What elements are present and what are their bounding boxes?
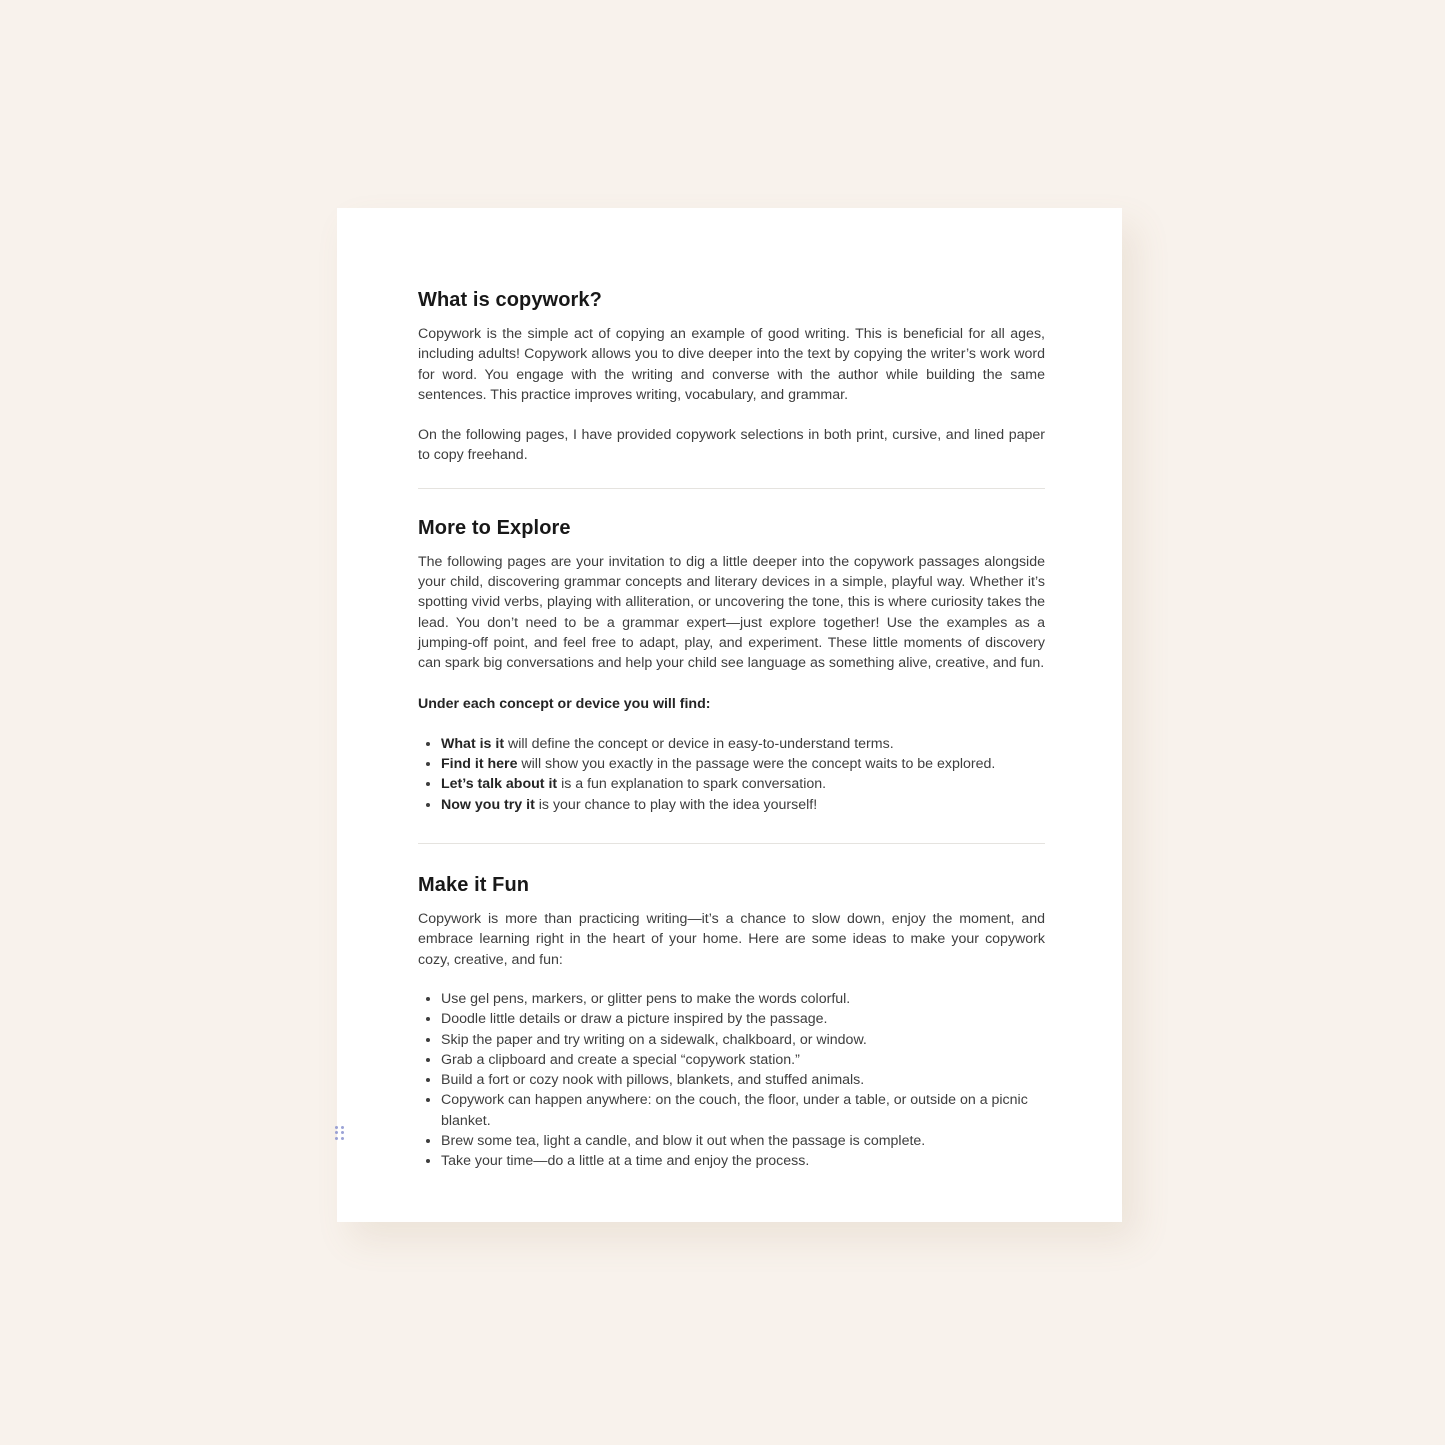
section-heading-make-it-fun: Make it Fun [418,874,530,897]
document-page [337,208,1122,1222]
list-item: • Build a fort or cozy nook with pillows, blankets, and stuffed animals. [441,1070,1045,1090]
section-make-it-fun [418,875,1045,1172]
list-item: • Doodle little details or draw a picture inspired by the passage. [441,1009,1045,1029]
explore-bullet-list [418,734,1045,815]
bullet-lead: Find it here [441,756,518,773]
paragraph-explore-intro: The following pages are your invitation to dig a little deeper into the copywork passages alongside your child, discovering grammar concepts and literary devices in a simple, playful way. Whether it’s spotting vivid verbs, playing with alliteration, or uncovering the tone, this is where curiosity takes the lead. You don’t need to be a grammar expert—just explore together! Use the examples as a jumping-off point, and feel free to adapt, play, and experiment. These little moments of discovery can spark big conversations and help your child see language as something alive, creative, and fun. [418,553,1045,672]
list-item [441,734,1045,754]
list-item [441,754,1045,774]
list-item: • Skip the paper and try writing on a sidewalk, chalkboard, or window. [441,1030,1045,1050]
list-item: • Copywork can happen anywhere: on the couch, the floor, under a table, or outside on a picnic blanket. [441,1090,1045,1131]
section-heading-what-is-copywork: What is copywork? [418,289,602,311]
bullet-text: is your chance to play with the idea yourself! [534,796,818,813]
paragraph-copywork-intro: Copywork is the simple act of copying an example of good writing. This is beneficial for all ages, including adults! Copywork allows you to dive deeper into the text by copying the writer’s work word for word. You engage with the writing and converse with the author while building the same sentences. This practice improves writing, vocabulary, and grammar. [418,326,1045,403]
section-what-is-copywork [418,290,1045,466]
fun-bullet-list [418,989,1045,1172]
section-more-to-explore [418,518,1045,815]
paragraph-copywork-pages: On the following pages, I have provided copywork selections in both print, cursive, and lined paper to copy freehand. [418,427,1045,464]
bullet-text: will define the concept or device in easy-to-understand terms. [504,735,894,752]
list-item [441,774,1045,794]
bullet-lead: What is it [441,735,505,752]
section-divider [418,843,1045,844]
drag-handle-icon[interactable] [333,1125,346,1141]
list-item: • Grab a clipboard and create a special “copywork station.” [441,1050,1045,1070]
paragraph-fun-intro: Copywork is more than practicing writing—it’s a chance to slow down, enjoy the moment, and embrace learning right in the heart of your home. Here are some ideas to make your copywork cozy, creative, and fun: [418,911,1045,968]
bullet-text: is a fun explanation to spark conversation. [557,776,827,793]
bullet-lead: Now you try it [441,796,535,813]
list-item: • Take your time—do a little at a time and enjoy the process. [441,1151,1045,1171]
subheading-under-each-concept: Under each concept or device you will find: [418,695,711,712]
list-item [441,795,1045,815]
section-heading-more-to-explore: More to Explore [418,516,571,539]
list-item: • Brew some tea, light a candle, and blow it out when the passage is complete. [441,1131,1045,1151]
list-item: • Use gel pens, markers, or glitter pens to make the words colorful. [441,989,1045,1009]
section-divider [418,488,1045,489]
bullet-text: will show you exactly in the passage were the concept waits to be explored. [517,756,996,773]
bullet-lead: Let’s talk about it [441,776,558,793]
